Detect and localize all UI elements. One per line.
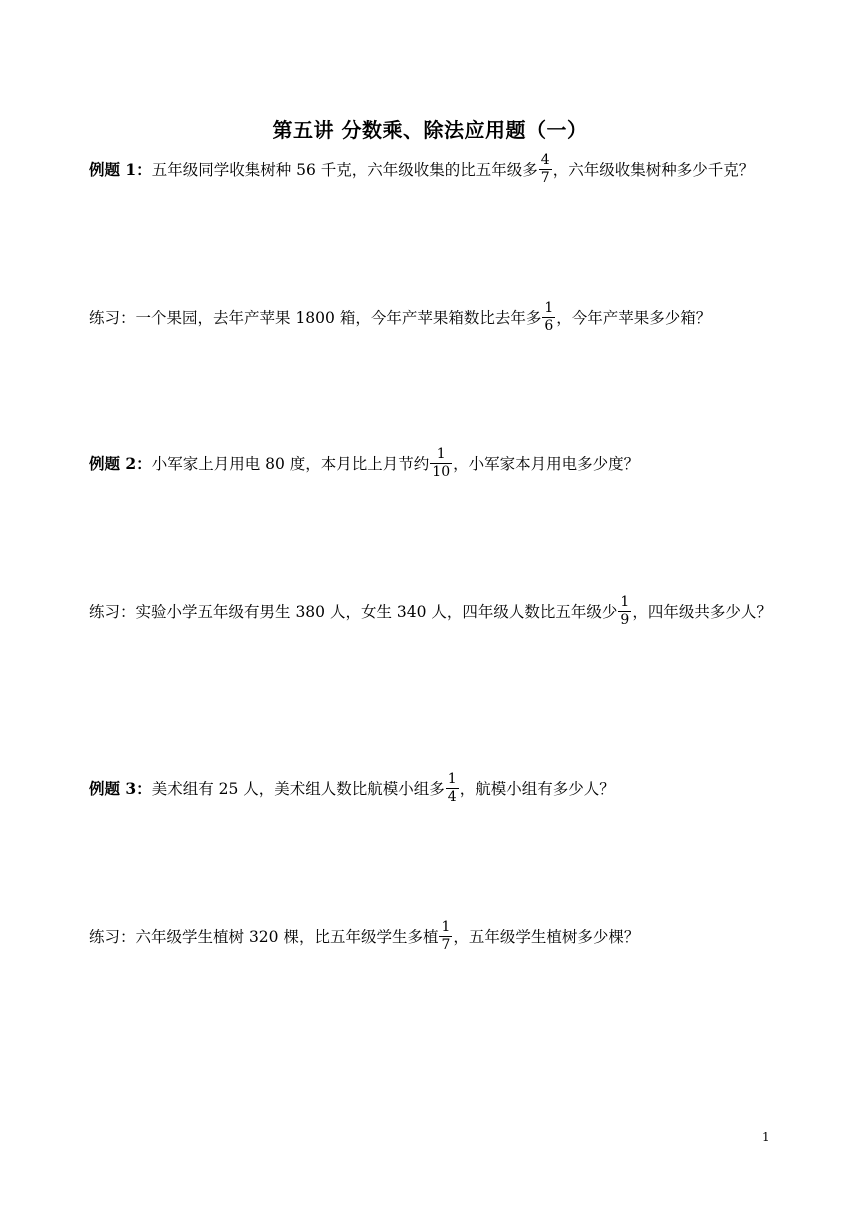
fraction-denominator: 7 — [540, 169, 550, 186]
problem-text-end: ，五年级学生植树多少棵？ — [453, 928, 640, 946]
fraction-numerator: 1 — [441, 918, 451, 935]
page-title: 第五讲 分数乘、除法应用题（一） — [272, 118, 588, 142]
fraction-numerator: 1 — [544, 299, 554, 316]
fraction-numerator: 4 — [540, 151, 550, 168]
problem-text: 五年级同学收集树种 56 千克，六年级收集的比五年级多 — [151, 161, 538, 179]
exercise-1 — [89, 295, 779, 341]
problem-text-end: ，航模小组有多少人？ — [459, 780, 615, 798]
fraction-denominator: 6 — [544, 317, 554, 334]
problem-text-end: ，小军家本月用电多少度？ — [453, 455, 640, 473]
example-3 — [89, 766, 779, 812]
example-2 — [89, 441, 779, 487]
problem-text: 美术组有 25 人，美术组人数比航模小组多 — [151, 780, 445, 798]
fraction-denominator: 4 — [447, 788, 457, 805]
fraction-numerator: 1 — [620, 593, 630, 610]
problem-label: 练习： — [89, 603, 136, 621]
problem-text-end: ，六年级收集树种多少千克？ — [552, 161, 755, 179]
fraction — [446, 771, 459, 806]
fraction — [542, 300, 555, 335]
fraction-numerator: 1 — [447, 770, 457, 787]
problem-text: 实验小学五年级有男生 380 人，女生 340 人，四年级人数比五年级少 — [135, 603, 618, 621]
fraction — [539, 152, 552, 187]
problem-text-end: ，今年产苹果多少箱？ — [556, 309, 712, 327]
problem-label: 练习： — [89, 928, 136, 946]
fraction — [430, 446, 452, 481]
fraction-denominator: 7 — [441, 936, 451, 953]
problem-text: 六年级学生植树 320 棵，比五年级学生多植 — [135, 928, 439, 946]
example-1 — [89, 147, 779, 193]
problem-label: 例题 3： — [89, 779, 152, 798]
problem-text-end: ，四年级共多少人？ — [632, 603, 772, 621]
problem-label: 例题 1： — [89, 160, 152, 179]
page-number: 1 — [762, 1130, 770, 1144]
exercise-2 — [89, 589, 779, 635]
problem-text: 小军家上月用电 80 度，本月比上月节约 — [151, 455, 430, 473]
fraction — [439, 919, 452, 954]
fraction-denominator: 9 — [620, 611, 630, 628]
fraction — [618, 594, 631, 629]
fraction-denominator: 10 — [432, 463, 451, 480]
exercise-3 — [89, 914, 779, 960]
problem-label: 例题 2： — [89, 454, 152, 473]
fraction-numerator: 1 — [430, 446, 452, 464]
problem-text: 一个果园，去年产苹果 1800 箱，今年产苹果箱数比去年多 — [135, 309, 542, 327]
problem-label: 练习： — [89, 309, 136, 327]
